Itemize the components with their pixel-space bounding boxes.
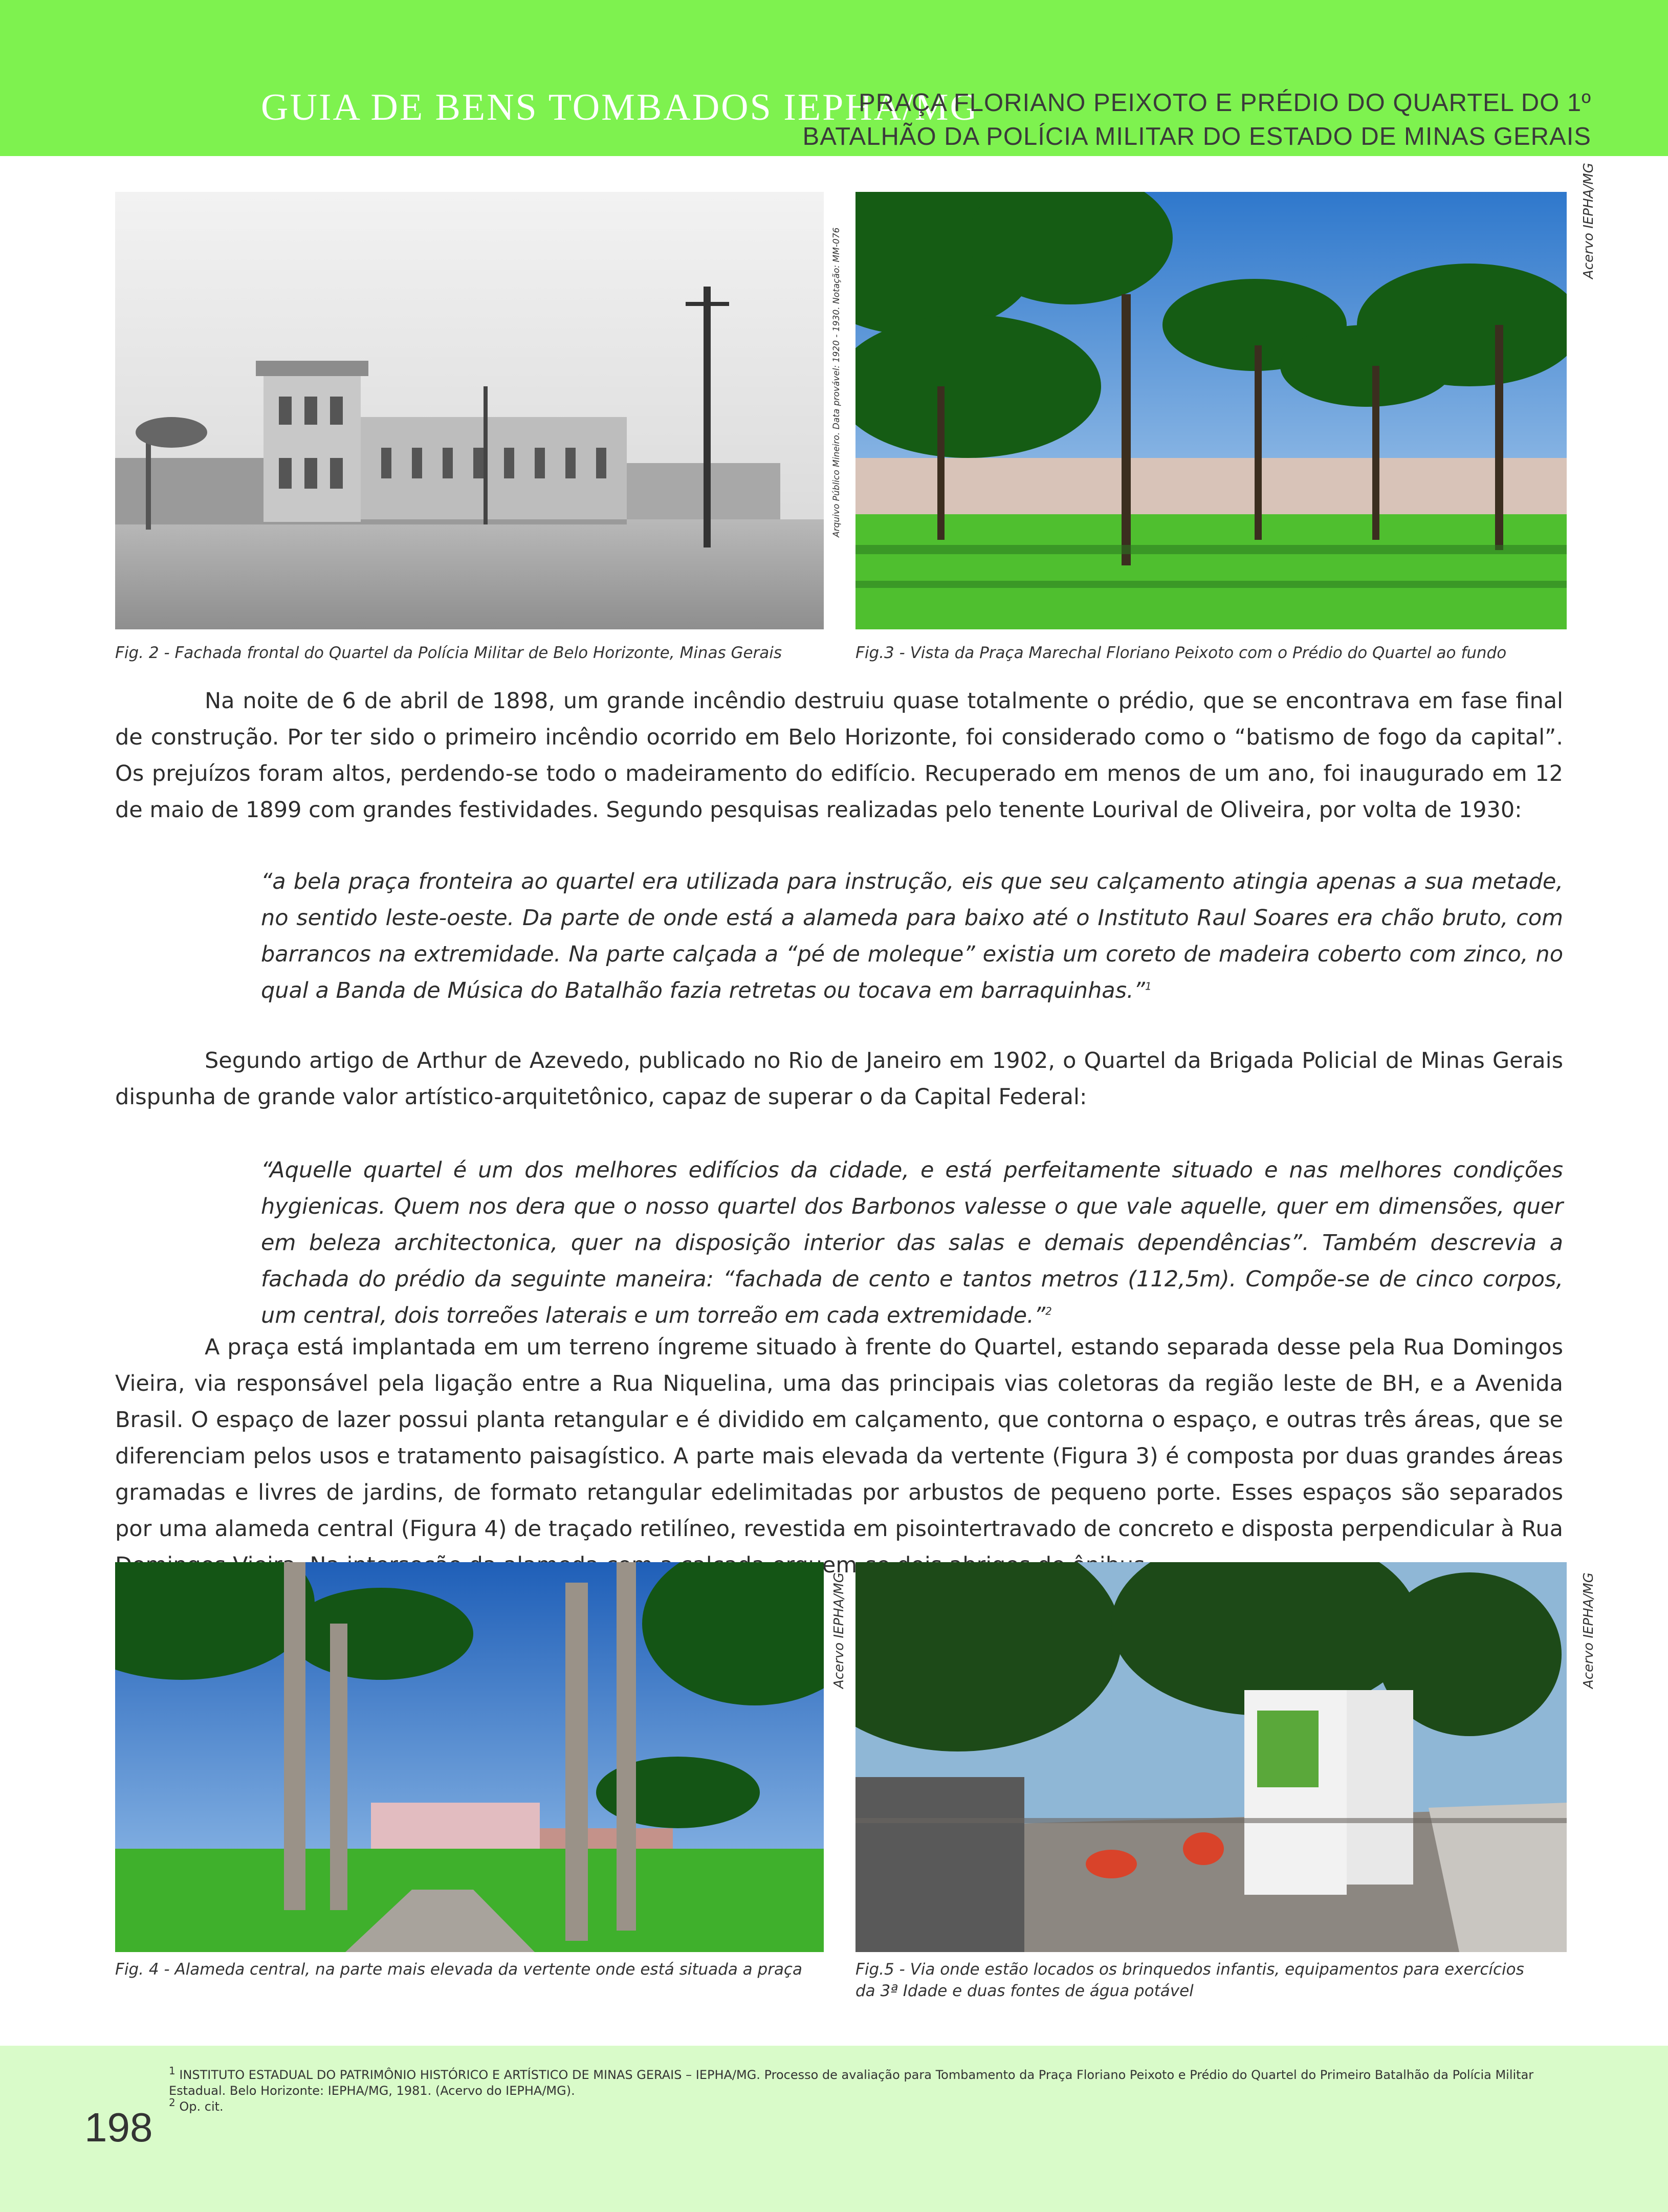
section-title-line-1: PRAÇA FLORIANO PEIXOTO E PRÉDIO DO QUARTEL DO 1º bbox=[859, 89, 1591, 117]
fig4-walkway-photo bbox=[115, 1562, 824, 1952]
footnote-1-mark: 1 bbox=[169, 2065, 175, 2077]
fig3-caption: Fig.3 - Vista da Praça Marechal Floriano Peixoto com o Prédio do Quartel ao fundo bbox=[855, 644, 1507, 662]
fig4-credit: Acervo IEPHA/MG bbox=[831, 1572, 847, 1689]
footnote-2: $^2$ Op. cit. bbox=[169, 2096, 224, 2114]
quote-2-footnote-ref: 2 bbox=[1045, 1305, 1052, 1318]
footnote-1: $^1$ INSTITUTO ESTADUAL DO PATRIMÔNIO HISTÓRICO E ARTÍSTICO DE MINAS GERAIS – IEPHA/MG. Processo de avaliação para Tombamento da Praça Floriano Peixoto e Prédio do Quartel do Primeiro Batalhão da Polícia Militar Estadual. Belo Horizonte: IEPHA/MG, 1981. (Acervo do IEPHA/MG). bbox=[169, 2065, 1534, 2098]
fig5-caption-line-2: da 3ª Idade e duas fontes de água potável bbox=[855, 1982, 1194, 2000]
quote-1: “a bela praça fronteira ao quartel era utilizada para instrução, eis que seu calçamento atingia apenas a sua metade, no sentido leste-oeste. Da parte de onde está a alameda para baixo até o Instituto Raul Soares era chão bruto, com barrancos na extremidade. Na parte calçada a “pé de moleque” existia um coreto de madeira coberto com zinco, no qual a Banda de Música do Batalhão fazia retretas ou tocava em barraquinhas.”$^1$ bbox=[261, 869, 1563, 1003]
fig5-caption bbox=[855, 1959, 1582, 2002]
paragraph-3: A praça está implantada em um terreno íngreme situado à frente do Quartel, estando separada desse pela Rua Domingos Vieira, via responsável pela ligação entre a Rua Niquelina, uma das principais vias coletoras da região leste de BH, e a Avenida Brasil. O espaço de lazer possui planta retangular e é dividido em calçamento, que contorna o espaço, e outras três áreas, que se diferenciam pelos usos e tratamento paisagístico. A parte mais elevada da vertente (Figura 3) é composta por duas grandes áreas gramadas e livres de jardins, de formato retangular edelimitadas por arbustos de pequeno porte. Esses espaços são separados por uma alameda central (Figura 4) de traçado retilíneo, revestida em pisointertravado de concreto e disposta perpendicular à Rua erguem-se bbox=[115, 1334, 1563, 1578]
section-title-line-2: BATALHÃO DA POLÍCIA MILITAR DO ESTADO DE MINAS GERAIS bbox=[802, 123, 1591, 150]
fig2-caption: Fig. 2 - Fachada frontal do Quartel da Polícia Militar de Belo Horizonte, Minas Gerais bbox=[115, 644, 782, 662]
footnote-2-mark: 2 bbox=[169, 2096, 175, 2109]
fig3-credit: Acervo IEPHA/MG bbox=[1581, 163, 1596, 279]
paragraph-2: Segundo artigo de Arthur de Azevedo, publicado no Rio de Janeiro em 1902, o Quartel da Brigada Policial de Minas Gerais dispunha de grande valor artístico-arquitetônico, capaz de superar o da Capital Federal: bbox=[115, 1048, 1563, 1110]
guide-title: GUIA DE BENS TOMBADOS IEPHA/MG bbox=[261, 86, 979, 128]
fig4-caption: Fig. 4 - Alameda central, na parte mais elevada da vertente onde está situada a praça bbox=[115, 1960, 802, 1979]
fig2-credit: Arquivo Público Mineiro. Data provável: 1920 - 1930. Notação: MM-076 bbox=[831, 227, 842, 537]
page-header bbox=[0, 0, 1668, 156]
fig5-credit: Acervo IEPHA/MG bbox=[1581, 1572, 1596, 1689]
quote-2: “Aquelle quartel é um dos melhores edifícios da cidade, e está perfeitamente situado e nas melhores condições hygienicas. Quem nos dera que o nosso quartel dos Barbonos valesse o que vale aquelle, quer em dimensões, quer em beleza architectonica, quer na disposição interior das salas e demais dependências”. Também descrevia a fachada do prédio da seguinte maneira: “fachada de cento e tantos metros (112,5m). Compõe-se de cinco corpos, um central, dois torreões laterais e um torreão em cada extremidade.”$^2$ bbox=[261, 1157, 1563, 1328]
page-number: 198 bbox=[84, 2105, 153, 2150]
footnotes bbox=[169, 2067, 1550, 2115]
section-title bbox=[803, 86, 1591, 154]
quote-1-footnote-ref: 1 bbox=[1145, 980, 1152, 993]
paragraph-1: Na noite de 6 de abril de 1898, um grande incêndio destruiu quase totalmente o prédio, que se encontrava em fase final de construção. Por ter sido o primeiro incêndio ocorrido em Belo Horizonte, foi considerado como o “batismo de fogo da capital”. Os prejuízos foram altos, perdendo-se todo o madeiramento do edifício. Recuperado em menos de um ano, foi inaugurado em 12 de maio de 1899 com grandes festividades. Segundo pesquisas realizadas pelo tenente Lourival de Oliveira, por volta de 1930: bbox=[115, 688, 1563, 823]
fig5-playground-photo bbox=[855, 1562, 1567, 1952]
fig3-park-photo bbox=[855, 192, 1567, 629]
fig5-caption-line-1: Fig.5 - Via onde estão locados os brinquedos infantis, equipamentos para exercícios bbox=[855, 1960, 1524, 1979]
fig2-historical-photo bbox=[115, 192, 824, 629]
